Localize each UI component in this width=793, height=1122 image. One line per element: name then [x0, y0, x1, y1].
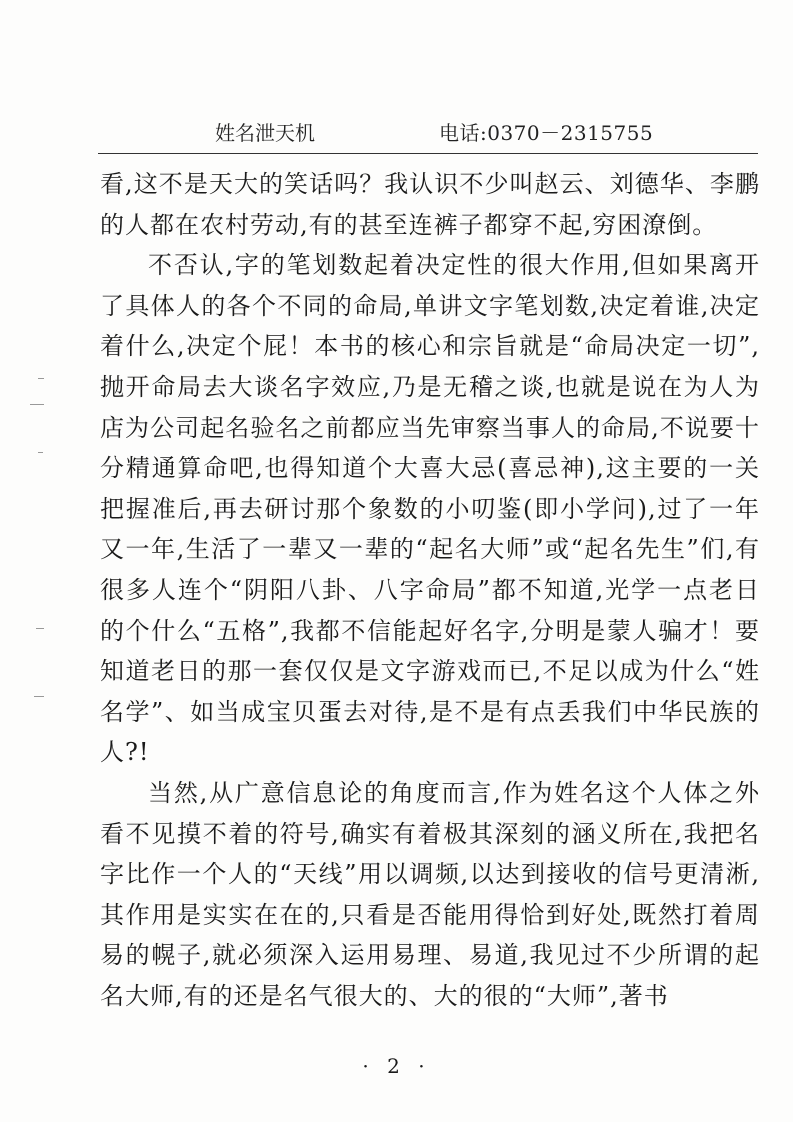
page-number: · 2 ·	[362, 1054, 431, 1078]
paragraph: 不否认,字的笔划数起着决定性的很大作用,但如果离开了具体人的各个不同的命局,单讲文字笔划数,决定着谁,决定着什么,决定个屁！本书的核心和宗旨就是“命局决定一切”,抛开命局去大谈名字效应,乃是无稽之谈,也就是说在为人为店为公司起名验名之前都应当先审察当事人的命局,不说要十分精通算命吧,也得知道个大喜大忌(喜忌神),这主要的一关把握准后,再去研讨那个象数的小叨鉴(即小学问),过了一年又一年,生活了一辈又一辈的“起名大师”或“起名先生”们,有很多人连个“阴阳八卦、八字命局”都不知道,光学一点老日的个什么“五格”,我都不信能起好名字,分明是蒙人骗才！要知道老日的那一套仅仅是文字游戏而已,不足以成为什么“姓名学”、如当成宝贝蛋去对待,是不是有点丢我们中华民族的人?!	[100, 251, 760, 767]
paragraph: 当然,从广意信息论的角度而言,作为姓名这个人体之外看不见摸不着的符号,确实有着极其深刻的涵义所在,我把名字比作一个人的“天线”用以调频,以达到接收的信号更清淅,其作用是实实在在的,只看是否能用得恰到好处,既然打着周易的幌子,就必须深入运用易理、易道,我见过不少所谓的起名大师,有的还是名气很大的、大的很的“大师”,著书	[100, 778, 760, 1010]
book-title: 姓名泄天机	[215, 121, 315, 145]
scan-artifact	[30, 404, 44, 405]
scan-artifact	[34, 696, 44, 697]
running-header	[215, 116, 655, 150]
header-rule	[98, 153, 758, 154]
scan-artifact	[38, 378, 44, 379]
paragraph: 看,这不是天大的笑话吗？我认识不少叫赵云、刘德华、李鹏的人都在农村劳动,有的甚至连裤子都穿不起,穷困潦倒。	[100, 170, 760, 239]
scan-artifact	[38, 452, 43, 453]
header-phone: 电话:0370－2315755	[439, 121, 654, 145]
body-text	[100, 164, 760, 1016]
scan-artifact	[36, 628, 44, 629]
